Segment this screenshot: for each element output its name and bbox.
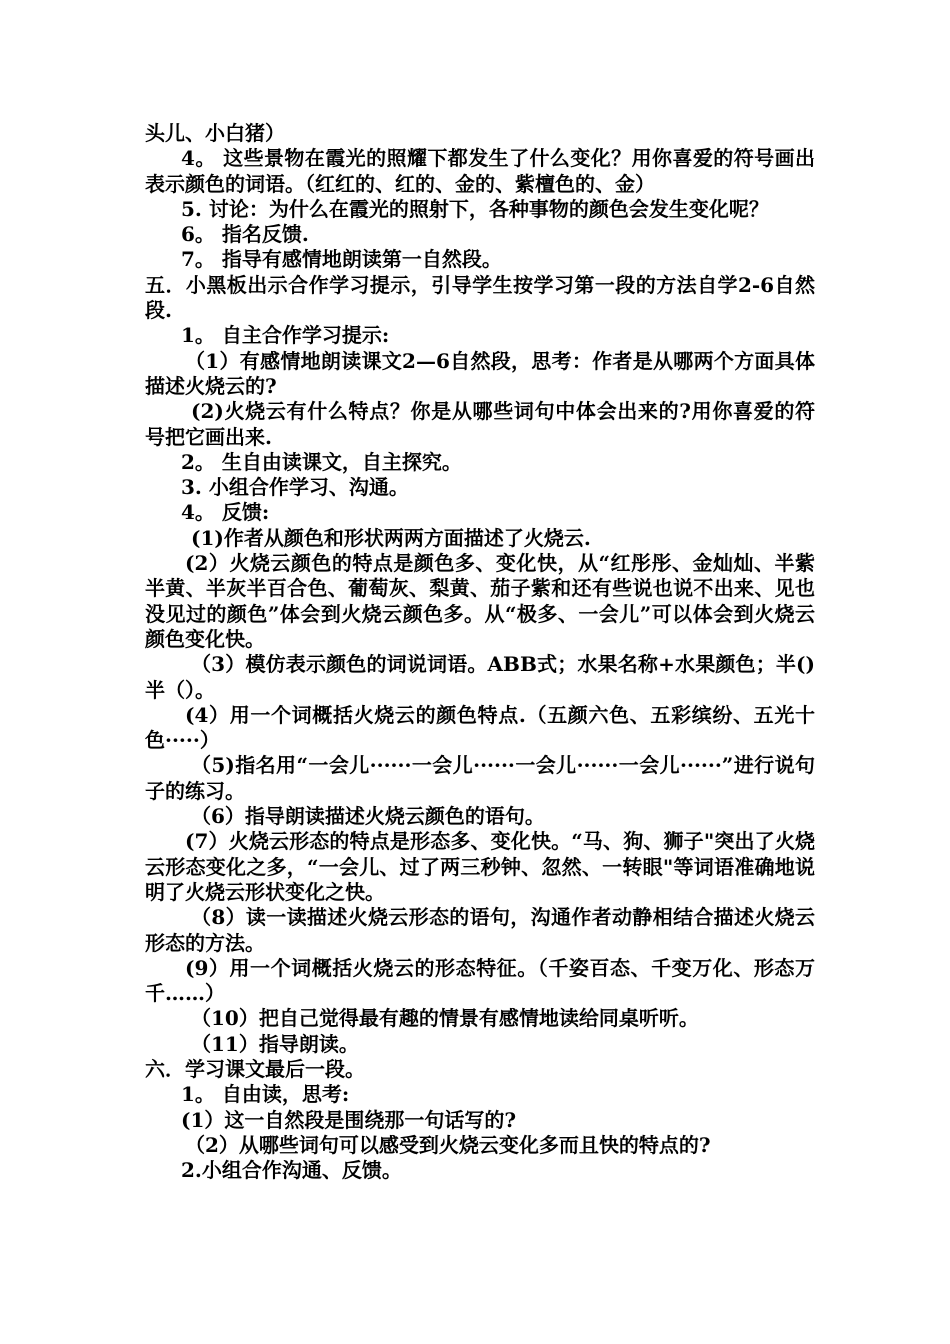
paragraph-sub-6-2: （2）从哪些词句可以感受到火烧云变化多而且快的特点的? bbox=[185, 1132, 711, 1157]
paragraph-feedback-7: (7）火烧云形态的特点是形态多、变化快。“马、狗、狮子"突出了火烧云形态变化之多，“一会儿、过了两三秒钟、忽然、一转眼"等词语准确地说明了火烧云形状变化之快。 bbox=[145, 829, 815, 904]
paragraph-feedback-11: （11）指导朗读。 bbox=[191, 1031, 359, 1056]
section-heading-5: 五．小黑板出示合作学习提示，引导学生按学习第一段的方法自学2-6自然段. bbox=[145, 272, 815, 323]
paragraph-step-4: 4。 反馈: bbox=[181, 500, 270, 525]
paragraph-feedback-3: （3）模仿表示颜色的词说词语。ABB式；水果名称+水果颜色；半()半（）。 bbox=[145, 652, 815, 702]
paragraph-item-5: 5. 讨论：为什么在霞光的照射下，各种事物的颜色会发生变化呢？ bbox=[181, 196, 769, 221]
paragraph-line-0: 头儿、小白猪） bbox=[145, 121, 285, 145]
paragraph-item-7: 7。 指导有感情地朗读第一自然段。 bbox=[181, 247, 502, 272]
paragraph-step-6-2: 2.小组合作沟通、反馈。 bbox=[181, 1158, 402, 1183]
paragraph-step-6-1: 1。 自由读，思考: bbox=[181, 1082, 350, 1107]
paragraph-feedback-6: （6）指导朗读描述火烧云颜色的语句。 bbox=[191, 804, 545, 829]
paragraph-sub-6-1: (1）这一自然段是围绕那一句话写的? bbox=[181, 1107, 517, 1132]
paragraph-step-1: 1。 自主合作学习提示: bbox=[181, 323, 390, 348]
paragraph-feedback-1: (1)作者从颜色和形状两两方面描述了火烧云. bbox=[191, 525, 591, 550]
paragraph-feedback-2: (2）火烧云颜色的特点是颜色多、变化快，从“红彤彤、金灿灿、半紫半黄、半灰半百合色、葡萄灰、梨黄、茄子紫和还有些说也说不出来、见也没见过的颜色”体会到火烧云颜色多。从“极多、一会儿”可以体会到火烧云颜色变化快。 bbox=[145, 551, 815, 651]
section-heading-6: 六．学习课文最后一段。 bbox=[145, 1056, 365, 1081]
paragraph-item-4: 4。 这些景物在霞光的照耀下都发生了什么变化？用你喜爱的符号画出表示颜色的词语。（红红的、红的、金的、紫檀色的、金） bbox=[145, 146, 815, 196]
paragraph-sub-1: （1）有感情地朗读课文2—6自然段，思考：作者是从哪两个方面具体描述火烧云的? bbox=[145, 348, 815, 398]
paragraph-feedback-5: （5)指名用“一会儿······一会儿······一会儿······一会儿······”进行说句子的练习。 bbox=[145, 753, 815, 803]
paragraph-step-3: 3. 小组合作学习、沟通。 bbox=[181, 475, 409, 500]
paragraph-step-2: 2。 生自由读课文，自主探究。 bbox=[181, 449, 462, 474]
paragraph-feedback-10: （10）把自己觉得最有趣的情景有感情地读给同桌听听。 bbox=[191, 1006, 699, 1031]
paragraph-feedback-8: （8）读一读描述火烧云形态的语句，沟通作者动静相结合描述火烧云形态的方法。 bbox=[145, 905, 815, 955]
paragraph-item-6: 6。 指名反馈. bbox=[181, 222, 309, 247]
paragraph-sub-2: (2)火烧云有什么特点？你是从哪些词句中体会出来的?用你喜爱的符号把它画出来. bbox=[145, 399, 815, 449]
paragraph-feedback-4: (4）用一个词概括火烧云的颜色特点.（五颜六色、五彩缤纷、五光十色·····） bbox=[145, 702, 815, 753]
document-body bbox=[145, 121, 815, 1183]
paragraph-feedback-9: (9）用一个词概括火烧云的形态特征。（千姿百态、千变万化、形态万千……） bbox=[145, 955, 815, 1006]
